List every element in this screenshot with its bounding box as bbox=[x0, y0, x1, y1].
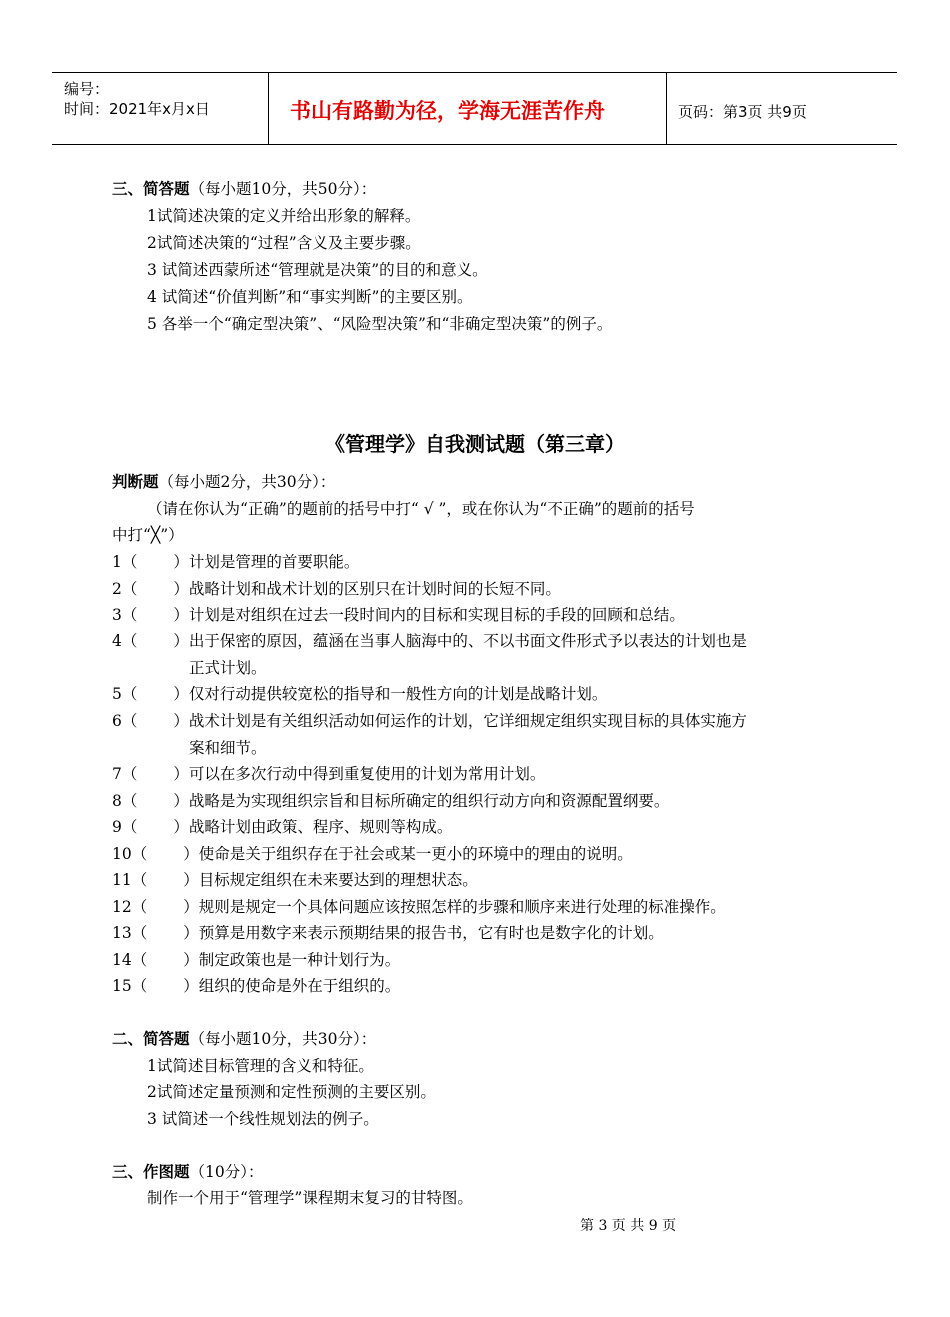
judgment-instruction-line2: 中打“╳”） bbox=[112, 526, 184, 544]
item-text: 可以在多次行动中得到重复使用的计划为常用计划。 bbox=[188, 765, 546, 783]
item-number: 6（ bbox=[112, 712, 138, 730]
item-close-paren: ） bbox=[173, 553, 189, 571]
section-b-scoring: （每小题10分，共30分）： bbox=[189, 1030, 377, 1048]
item-close-paren: ） bbox=[173, 818, 189, 836]
judgment-item bbox=[112, 789, 669, 811]
section-b-heading bbox=[112, 1027, 376, 1049]
item-number: 13（ bbox=[112, 924, 148, 942]
section-c-heading bbox=[112, 1160, 264, 1182]
judgment-item bbox=[112, 948, 400, 970]
section-b-item-1: 1试简述目标管理的含义和特征。 bbox=[147, 1057, 374, 1075]
item-number: 8（ bbox=[112, 792, 138, 810]
item-number: 9（ bbox=[112, 818, 138, 836]
item-text: 规则是规定一个具体问题应该按照怎样的步骤和顺序来进行处理的标准操作。 bbox=[198, 898, 726, 916]
doc-number-label: 编号： bbox=[64, 80, 110, 98]
section-a-item-2: 2试简述决策的“过程”含义及主要步骤。 bbox=[147, 234, 421, 252]
item-text: 仅对行动提供较宽松的指导和一般性方向的计划是战略计划。 bbox=[188, 685, 608, 703]
item-close-paren: ） bbox=[183, 871, 199, 889]
item-text: 战略是为实现组织宗旨和目标所确定的组织行动方向和资源配置纲要。 bbox=[188, 792, 670, 810]
section-a-item-1: 1试简述决策的定义并给出形象的解释。 bbox=[147, 207, 421, 225]
item-number: 1（ bbox=[112, 553, 138, 571]
item-close-paren: ） bbox=[183, 951, 199, 969]
section-a-item-5: 5 各举一个“确定型决策”、“风险型决策”和“非确定型决策”的例子。 bbox=[147, 315, 613, 333]
judgment-item-continuation: 正式计划。 bbox=[189, 659, 267, 677]
item-text: 出于保密的原因，蕴涵在当事人脑海中的、不以书面文件形式予以表达的计划也是 bbox=[188, 632, 747, 650]
judgment-instruction-line1: （请在你认为“正确”的题前的括号中打“ √ ”，或在你认为“不正确”的题前的括号 bbox=[147, 500, 695, 518]
item-number: 7（ bbox=[112, 765, 138, 783]
item-number: 4（ bbox=[112, 632, 138, 650]
judgment-item-continuation: 案和细节。 bbox=[189, 739, 267, 757]
judgment-item bbox=[112, 895, 726, 917]
item-text: 计划是管理的首要职能。 bbox=[188, 553, 360, 571]
judgment-item bbox=[112, 815, 452, 837]
item-text: 目标规定组织在未来要达到的理想状态。 bbox=[198, 871, 478, 889]
section-c-title: 三、作图题 bbox=[112, 1163, 190, 1181]
section-a-scoring: （每小题10分，共50分）： bbox=[189, 180, 377, 198]
item-number: 15（ bbox=[112, 977, 148, 995]
header-divider-left bbox=[268, 72, 269, 144]
section-a-title: 三、简答题 bbox=[112, 180, 190, 198]
item-close-paren: ） bbox=[183, 845, 199, 863]
doc-time-label: 时间：2021年x月x日 bbox=[64, 100, 210, 118]
judgment-item bbox=[112, 577, 561, 599]
judgment-title: 判断题 bbox=[112, 473, 159, 491]
chapter-title: 《管理学》自我测试题（第三章） bbox=[325, 432, 625, 456]
item-close-paren: ） bbox=[183, 924, 199, 942]
item-close-paren: ） bbox=[183, 898, 199, 916]
section-b-item-2: 2试简述定量预测和定性预测的主要区别。 bbox=[147, 1083, 436, 1101]
item-close-paren: ） bbox=[173, 765, 189, 783]
header-bottom-rule bbox=[52, 144, 897, 145]
header-motto: 书山有路勤为径，学海无涯苦作舟 bbox=[290, 99, 605, 123]
header-top-rule bbox=[52, 72, 897, 73]
section-a-item-4: 4 试简述“价值判断”和“事实判断”的主要区别。 bbox=[147, 288, 473, 306]
item-number: 12（ bbox=[112, 898, 148, 916]
judgment-item bbox=[112, 629, 747, 651]
item-number: 10（ bbox=[112, 845, 148, 863]
judgment-item bbox=[112, 921, 664, 943]
section-a-heading bbox=[112, 177, 376, 199]
judgment-item bbox=[112, 868, 478, 890]
item-close-paren: ） bbox=[173, 632, 189, 650]
judgment-item bbox=[112, 842, 633, 864]
judgment-item bbox=[112, 709, 747, 731]
item-text: 预算是用数字来表示预期结果的报告书，它有时也是数字化的计划。 bbox=[198, 924, 664, 942]
item-number: 5（ bbox=[112, 685, 138, 703]
item-text: 使命是关于组织存在于社会或某一更小的环境中的理由的说明。 bbox=[198, 845, 633, 863]
item-number: 3（ bbox=[112, 606, 138, 624]
section-b-title: 二、简答题 bbox=[112, 1030, 190, 1048]
judgment-scoring: （每小题2分，共30分）： bbox=[158, 473, 336, 491]
item-text: 战略计划和战术计划的区别只在计划时间的长短不同。 bbox=[188, 580, 561, 598]
judgment-item bbox=[112, 682, 607, 704]
judgment-item bbox=[112, 603, 685, 625]
item-text: 战略计划由政策、程序、规则等构成。 bbox=[188, 818, 453, 836]
judgment-item bbox=[112, 762, 545, 784]
item-text: 组织的使命是外在于组织的。 bbox=[198, 977, 401, 995]
item-close-paren: ） bbox=[173, 712, 189, 730]
section-a-item-3: 3 试简述西蒙所述“管理就是决策”的目的和意义。 bbox=[147, 261, 488, 279]
item-close-paren: ） bbox=[183, 977, 199, 995]
section-c-scoring: （10分）： bbox=[189, 1163, 264, 1181]
item-number: 2（ bbox=[112, 580, 138, 598]
item-close-paren: ） bbox=[173, 606, 189, 624]
item-close-paren: ） bbox=[173, 580, 189, 598]
judgment-heading bbox=[112, 470, 335, 492]
item-text: 计划是对组织在过去一段时间内的目标和实现目标的手段的回顾和总结。 bbox=[188, 606, 685, 624]
judgment-item bbox=[112, 974, 400, 996]
item-text: 战术计划是有关组织活动如何运作的计划，它详细规定组织实现目标的具体实施方 bbox=[188, 712, 747, 730]
section-c-item: 制作一个用于“管理学”课程期末复习的甘特图。 bbox=[147, 1189, 473, 1207]
item-number: 11（ bbox=[112, 871, 148, 889]
item-number: 14（ bbox=[112, 951, 148, 969]
header-divider-right bbox=[666, 72, 667, 144]
section-b-item-3: 3 试简述一个线性规划法的例子。 bbox=[147, 1110, 379, 1128]
page-footer: 第 3 页 共 9 页 bbox=[580, 1218, 677, 1234]
judgment-item bbox=[112, 550, 359, 572]
item-close-paren: ） bbox=[173, 685, 189, 703]
item-text: 制定政策也是一种计划行为。 bbox=[198, 951, 401, 969]
item-close-paren: ） bbox=[173, 792, 189, 810]
page-label: 页码：第3页 共9页 bbox=[678, 103, 807, 121]
